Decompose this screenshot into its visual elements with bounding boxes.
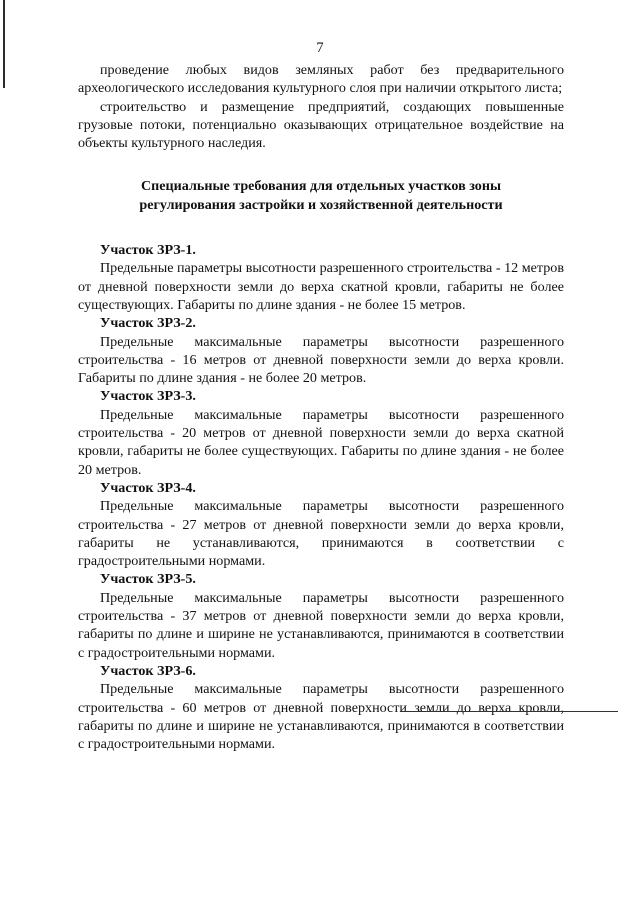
- plot-text: Предельные максимальные параметры высотности разрешенного строительства - 27 метров от дневной поверхности земли до верха кровли, габариты не устанавливаются, принимаются в соответствии с градостроительными нормами.: [78, 498, 564, 570]
- plot-title: Участок ЗРЗ-1.: [100, 242, 196, 259]
- plot-title: Участок ЗРЗ-2.: [100, 315, 196, 332]
- section-heading: [78, 177, 564, 214]
- plot-title: Участок ЗРЗ-3.: [100, 388, 196, 405]
- plot-zrz-3: [78, 387, 564, 478]
- section-heading-line: Специальные требования для отдельных участков зоны: [141, 178, 501, 195]
- plot-text: Предельные максимальные параметры высотности разрешенного строительства - 37 метров от дневной поверхности земли до верха кровли, габариты по длине и ширине не устанавливаются, принимаются в соответствии с градостроительными нормами.: [78, 589, 564, 661]
- end-of-text-rule: [400, 711, 618, 712]
- plot-zrz-6: [78, 662, 564, 753]
- plot-zrz-5: [78, 570, 564, 661]
- plot-title: Участок ЗРЗ-5.: [100, 571, 196, 588]
- plot-text: Предельные максимальные параметры высотности разрешенного строительства - 60 метров от дневной поверхности земли до верха кровли, габариты по длине и ширине не устанавливаются, принимаются в соответствии с градостроительными нормами.: [78, 681, 564, 753]
- plot-zrz-4: [78, 479, 564, 570]
- plot-title: Участок ЗРЗ-6.: [100, 662, 196, 679]
- plot-zrz-2: [78, 314, 564, 387]
- plot-title: Участок ЗРЗ-4.: [100, 479, 196, 496]
- section-heading-line: регулирования застройки и хозяйственной деятельности: [139, 196, 503, 213]
- intro-paragraph: проведение любых видов земляных работ без предварительного археологического исследования культурного слоя при наличии открытого листа;: [78, 62, 564, 97]
- intro-paragraph: строительство и размещение предприятий, создающих повышенные грузовые потоки, потенциально оказывающих отрицательное воздействие на объекты культурного наследия.: [78, 98, 564, 152]
- plot-text: Предельные максимальные параметры высотности разрешенного строительства - 20 метров от дневной поверхности земли до верха скатной кровли, габариты не более существующих. Габариты по длине здания - не более 20 метров.: [78, 406, 564, 478]
- plot-text: Предельные параметры высотности разрешенного строительства - 12 метров от дневной поверхности земли до верха скатной кровли, габариты не более существующих. Габариты по длине здания - не более 15 метров.: [78, 260, 564, 313]
- page-number: 7: [316, 40, 324, 56]
- document-body: [78, 61, 564, 753]
- plot-text: Предельные максимальные параметры высотности разрешенного строительства - 16 метров от дневной поверхности земли до верха кровли. Габариты по длине здания - не более 20 метров.: [78, 333, 564, 387]
- plot-zrz-1: [78, 241, 564, 314]
